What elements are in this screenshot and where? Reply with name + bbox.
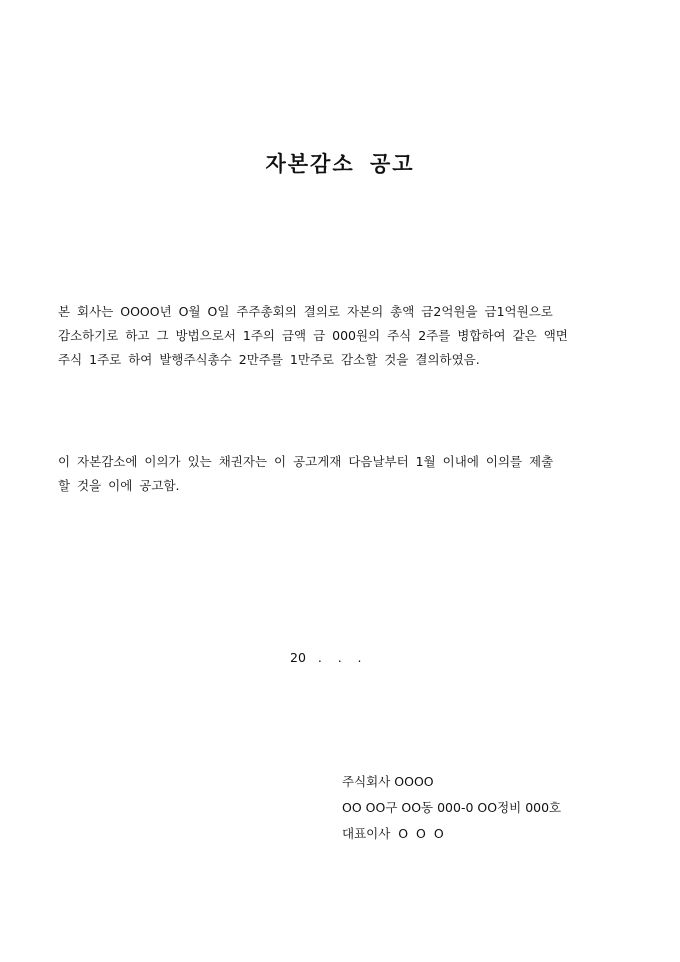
paragraph-line: 할 것을 이에 공고함. (58, 478, 180, 493)
paragraph-line: 본 회사는 OOOO년 O월 O일 주주총회의 결의로 자본의 총액 금2억원을 금1억원으로 (58, 304, 553, 319)
objection-notice-paragraph (58, 450, 622, 498)
resolution-paragraph (58, 300, 622, 372)
notice-date: 20 . . . (290, 650, 362, 665)
paragraph-line: 이 자본감소에 이의가 있는 채권자는 이 공고게재 다음날부터 1월 이내에 이의를 제출 (58, 454, 554, 469)
company-address: OO OO구 OO동 000-0 OO정비 000호 (342, 800, 562, 815)
paragraph-line: 주식 1주로 하여 발행주식총수 2만주를 1만주로 감소할 것을 결의하였음. (58, 352, 480, 367)
document-title: 자본감소 공고 (265, 151, 415, 176)
paragraph-line: 감소하기로 하고 그 방법으로서 1주의 금액 금 000원의 주식 2주를 병합하여 같은 액면 (58, 328, 568, 343)
representative-director: 대표이사 O O O (342, 826, 444, 841)
company-name: 주식회사 OOOO (342, 774, 434, 789)
